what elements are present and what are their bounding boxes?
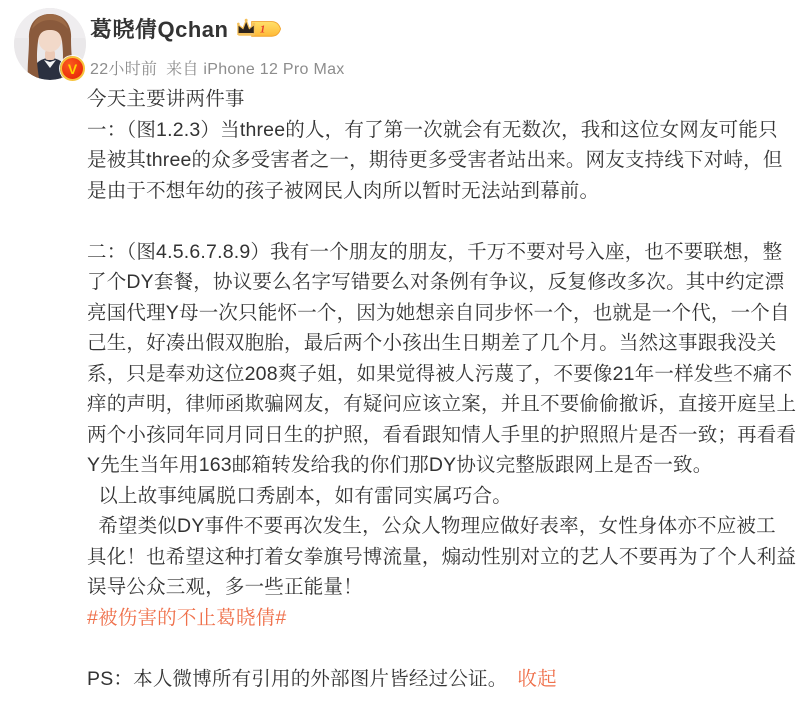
- post-line: 是被其three的众多受害者之一，期待更多受害者站出来。网友支持线下对峙，但: [87, 149, 783, 171]
- post-line: 今天主要讲两件事: [87, 88, 245, 110]
- vip-crown-icon[interactable]: [235, 17, 283, 39]
- post-line: 一：（图1.2.3）当three的人，有了第一次就会有无数次，我和这位女网友可能只: [87, 118, 778, 141]
- username[interactable]: 葛晓倩Qchan: [90, 16, 229, 42]
- post-line: 希望类似DY事件不要再次发生，公众人物理应做好表率，女性身体亦不应被工: [87, 515, 776, 537]
- timestamp: 22小时前: [90, 61, 158, 78]
- post-line: 误导公众三观，多一些正能量！: [87, 576, 363, 598]
- user-avatar[interactable]: [14, 8, 86, 80]
- post-line: 以上故事纯属脱口秀剧本，如有雷同实属巧合。: [87, 484, 512, 507]
- post-source: 来自 iPhone 12 Pro Max: [166, 61, 345, 78]
- post-line: 二：（图4.5.6.7.8.9）我有一个朋友的朋友，千万不要对号入座，也不要联想，整: [87, 240, 783, 263]
- post-meta: [90, 56, 349, 79]
- post-body: [87, 84, 797, 694]
- post-line: 系，只是奉劝这位208爽子姐，如果觉得被人污蔑了，不要像21年一样发些不痛不: [87, 362, 793, 385]
- post-line: 具化！也希望这种打着女拳旗号博流量，煽动性别对立的艺人不要再为了个人利益: [87, 545, 797, 568]
- post-line: 了个DY套餐，协议要么名字写错要么对条例有争议，反复修改多次。其中约定漂: [87, 271, 785, 293]
- post-line: 两个小孩同年同月同日生的护照，看看跟知情人手里的护照照片是否一致；再看看: [87, 423, 797, 446]
- post-line: 痒的声明，律师函欺骗网友，有疑问应该立案，并且不要偷偷撤诉，直接开庭呈上: [87, 393, 797, 415]
- post-line: 亮国代理Y母一次只能怀一个，因为她想亲自同步怀一个，也就是一个代，一个自: [87, 301, 790, 324]
- post-header: [90, 13, 283, 43]
- post-line-blank: [87, 633, 793, 664]
- post-line-blank: [87, 206, 793, 237]
- ps-text: PS：本人微博所有引用的外部图片皆经过公证。: [87, 667, 508, 690]
- post-line: [87, 664, 793, 695]
- post-line: 是由于不想年幼的孩子被网民人肉所以暂时无法站到幕前。: [87, 179, 600, 202]
- post-line: Y先生当年用163邮箱转发给我的你们那DY协议完整版跟网上是否一致。: [87, 454, 713, 476]
- verified-v-icon: V: [60, 56, 85, 81]
- hashtag-link[interactable]: #被伤害的不止葛晓倩#: [87, 606, 287, 629]
- svg-text:1: 1: [260, 23, 266, 36]
- post-line: 己生，好凑出假双胞胎，最后两个小孩出生日期差了几个月。当然这事跟我没关: [87, 332, 777, 354]
- collapse-link[interactable]: 收起: [517, 667, 557, 690]
